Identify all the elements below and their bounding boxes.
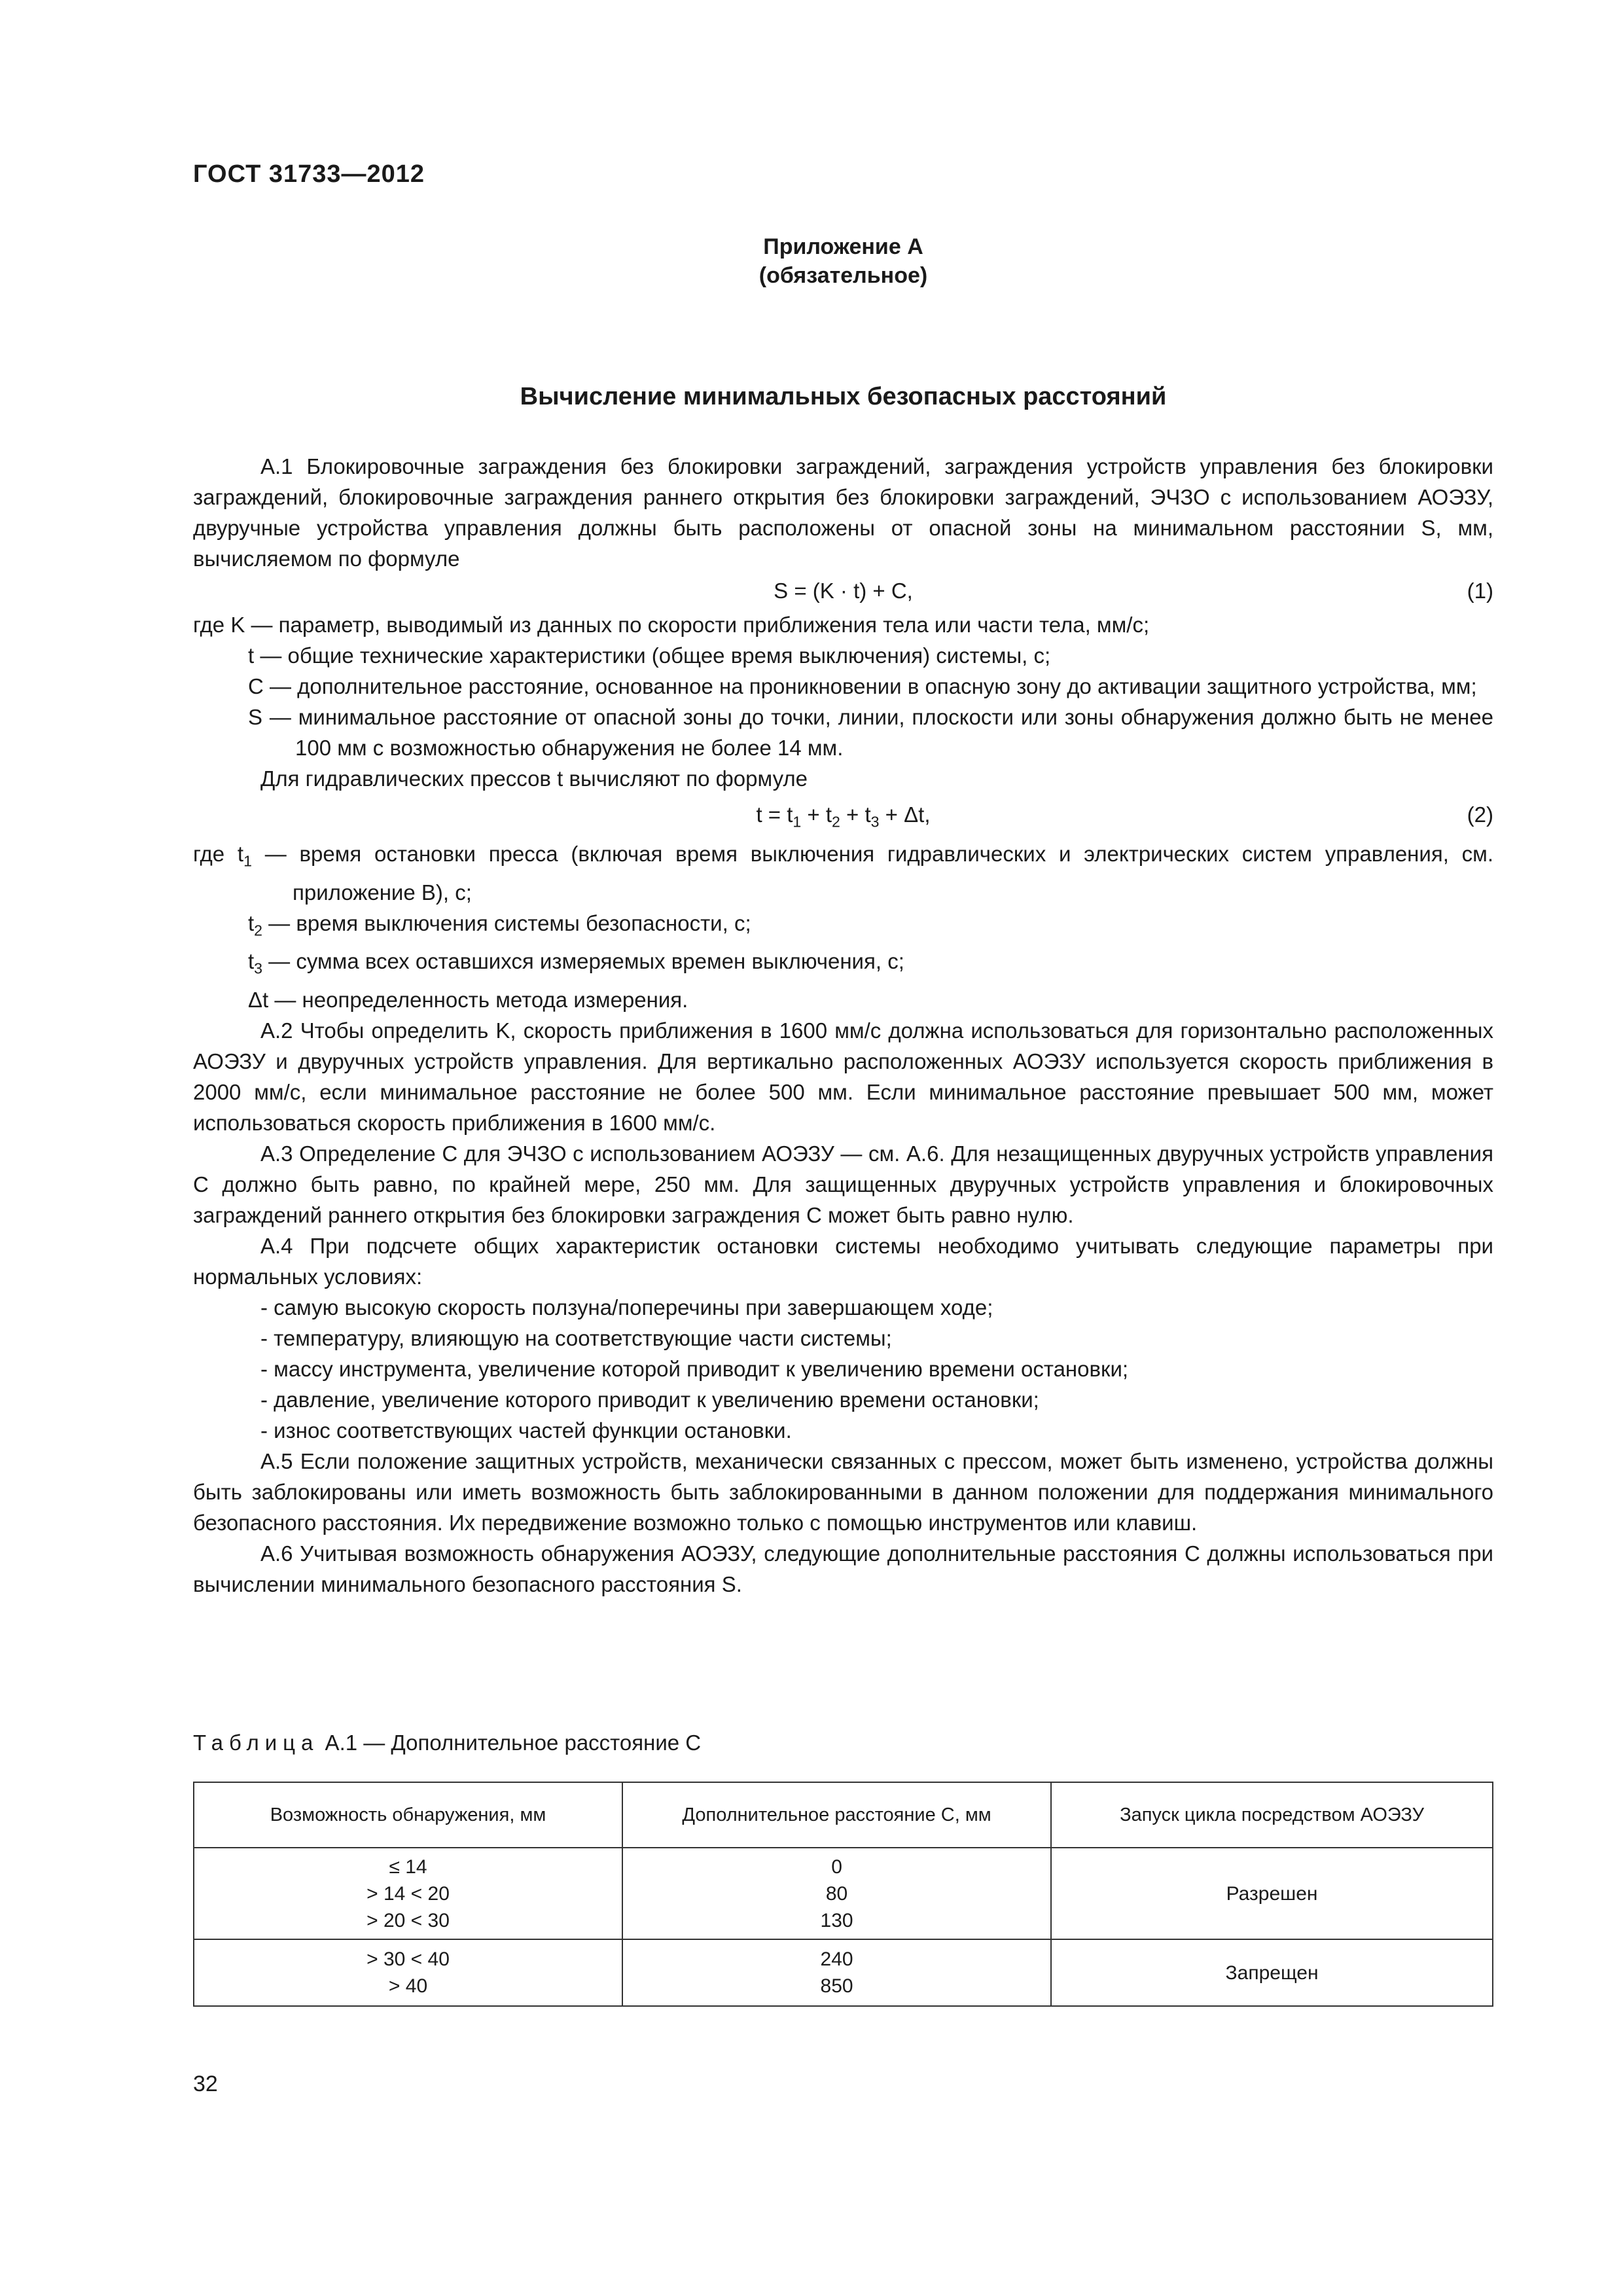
- formula-1-number: (1): [1467, 579, 1493, 603]
- appendix-label: Приложение А: [763, 234, 923, 259]
- list-item: - давление, увеличение которого приводит к увеличению времени остановки;: [260, 1387, 1039, 1412]
- hydraulic-intro: Для гидравлических прессов t вычисляют по формуле: [260, 766, 808, 791]
- start-cell: Разрешен: [1051, 1848, 1493, 1939]
- page-title: Вычисление минимальных безопасных расстояний: [520, 383, 1167, 410]
- table-caption: Таблица А.1 — Дополнительное расстояние C: [193, 1731, 702, 1755]
- detection-cell: > 30 < 40 > 40: [194, 1939, 622, 2006]
- where-s: S — минимальное расстояние от опасной зоны до точки, линии, плоскости или зоны обнаружения должно быть не менее 100 мм с возможностью обнаружения не более 14 мм.: [248, 705, 1493, 760]
- appendix-status: (обязательное): [758, 263, 928, 288]
- formula-1: [193, 575, 1493, 607]
- body-text: [193, 451, 1493, 1600]
- appendix-heading: [193, 232, 1493, 290]
- formula-2-expression: $t = t_1 + t_2 + t_3 + \Delta t$,: [756, 802, 931, 831]
- formula-2: [193, 799, 1493, 831]
- list-item: - температуру, влияющую на соответствующие части системы;: [260, 1325, 892, 1350]
- formula-2-number: (2): [1467, 802, 1493, 827]
- paragraph-a6: А.6 Учитывая возможность обнаружения АОЭЗУ, следующие дополнительные расстояния C должны использоваться при вычислении минимального безопасного расстояния S.: [193, 1541, 1493, 1596]
- where-t2: $t_2$ — время выключения системы безопасности, с;: [248, 910, 751, 939]
- list-item: - износ соответствующих частей функции остановки.: [260, 1418, 792, 1443]
- paragraph-a2: А.2 Чтобы определить K, скорость приближения в 1600 мм/с должна использоваться для горизонтально расположенных АОЭЗУ и двуручных устройств управления. Для вертикально расположенных АОЭЗУ используется скорость приближения в 2000 мм/с, если минимальное расстояние не более 500 мм. Если минимальное расстояние превышает 500 мм, может использоваться скорость приближения в 1600 мм/с.: [193, 1018, 1493, 1135]
- distance-cell: 0 80 130: [622, 1848, 1051, 1939]
- document-id: ГОСТ 31733—2012: [193, 160, 425, 188]
- where-dt: Δt — неопределенность метода измерения.: [248, 987, 688, 1012]
- where-t: t — общие технические характеристики (общее время выключения) системы, с;: [248, 643, 1051, 668]
- list-item: - самую высокую скорость ползуна/поперечины при завершающем ходе;: [260, 1295, 993, 1319]
- table-row: [194, 1939, 1493, 2006]
- where-t1: где $t_1$ — время остановки пресса (включая время выключения гидравлических и электрических систем управления, см. приложение B), с;: [193, 842, 1493, 905]
- start-cell: Запрещен: [1051, 1939, 1493, 2006]
- column-header: Дополнительное расстояние C, мм: [622, 1782, 1051, 1848]
- formula-1-expression: S = (K · t) + C,: [774, 579, 913, 603]
- column-header: Запуск цикла посредством АОЭЗУ: [1051, 1782, 1493, 1848]
- distance-cell: 240 850: [622, 1939, 1051, 2006]
- table-row: [194, 1848, 1493, 1939]
- where-c: C — дополнительное расстояние, основанное на проникновении в опасную зону до активации защитного устройства, мм;: [248, 674, 1477, 698]
- paragraph-a1: А.1 Блокировочные заграждения без блокировки заграждений, заграждения устройств управления без блокировки заграждений, блокировочные заграждения раннего открытия без блокировки заграждений, ЭЧЗО с использованием АОЭЗУ, двуручные устройства управления должны быть расположены от опасной зоны на минимальном расстоянии S, мм, вычисляемом по формуле: [193, 454, 1493, 571]
- additional-distance-table: [193, 1782, 1493, 2007]
- paragraph-a5: А.5 Если положение защитных устройств, механически связанных с прессом, может быть изменено, устройства должны быть заблокированы или иметь возможность быть заблокированными в данном положении для поддержания минимального безопасного расстояния. Их передвижение возможно только с помощью инструментов или клавиш.: [193, 1448, 1493, 1535]
- list-item: - массу инструмента, увеличение которой приводит к увеличению времени остановки;: [260, 1356, 1129, 1381]
- detection-cell: ≤ 14 > 14 < 20 > 20 < 30: [194, 1848, 622, 1939]
- paragraph-a3: А.3 Определение C для ЭЧЗО с использованием АОЭЗУ — см. А.6. Для незащищенных двуручных устройств управления C должно быть равно, по крайней мере, 250 мм. Для защищенных двуручных устройств управления и блокировочных заграждений раннего открытия без блокировки заграждения C может быть равно нулю.: [193, 1141, 1493, 1227]
- paragraph-a4: А.4 При подсчете общих характеристик остановки системы необходимо учитывать следующие параметры при нормальных условиях:: [193, 1233, 1493, 1289]
- page-number: 32: [193, 2072, 218, 2096]
- where-k: где K — параметр, выводимый из данных по скорости приближения тела или части тела, мм/с;: [193, 613, 1150, 637]
- where-t3: $t_3$ — сумма всех оставшихся измеряемых времен выключения, с;: [248, 949, 904, 977]
- column-header: Возможность обнаружения, мм: [194, 1782, 622, 1848]
